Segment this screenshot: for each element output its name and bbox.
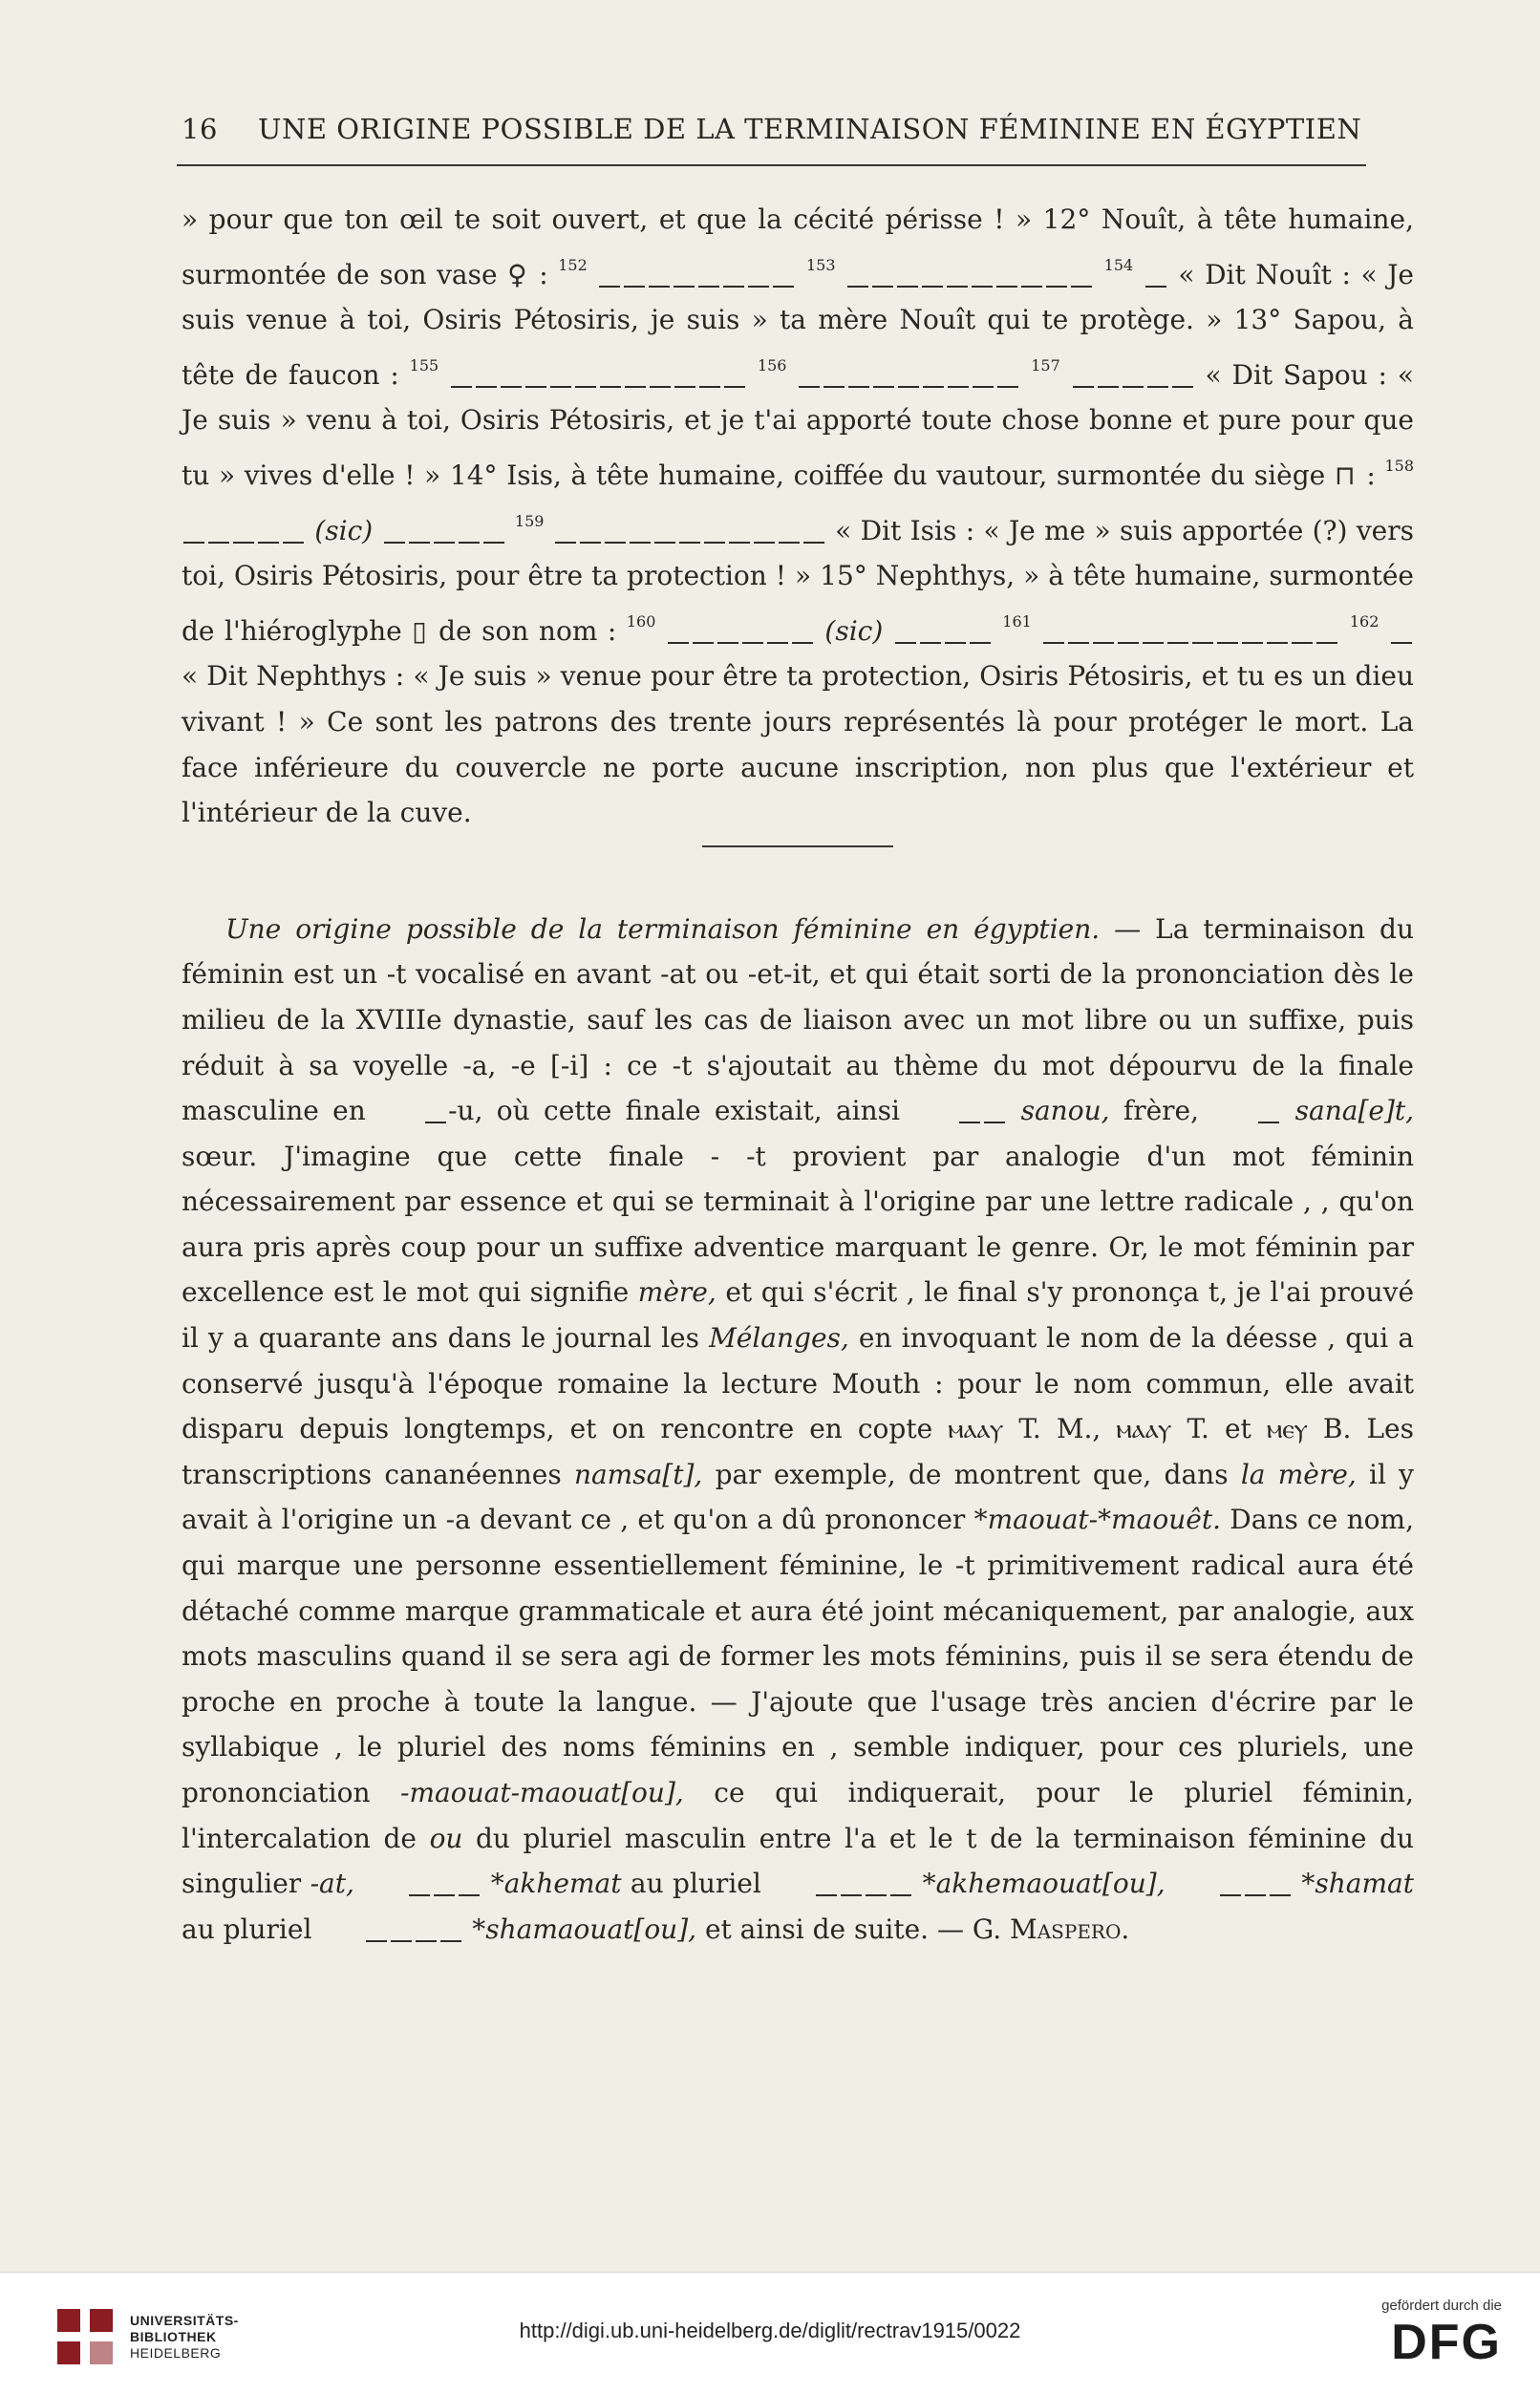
hieroglyph-vase: ♀	[507, 258, 529, 290]
hieroglyph-group	[449, 353, 747, 398]
hieroglyph-group	[597, 252, 796, 298]
page-number: 16	[182, 113, 218, 145]
author-signature: G. Maspero.	[972, 1913, 1130, 1945]
hieroglyph-group	[1041, 609, 1339, 654]
hieroglyph-group	[845, 252, 1094, 298]
article-title: Une origine possible de la terminaison féminine en égyptien.	[225, 912, 1101, 945]
section-divider	[702, 845, 893, 847]
library-name: UNIVERSITÄTS- BIBLIOTHEK HEIDELBERG	[130, 2312, 239, 2361]
body-text	[182, 197, 1414, 1952]
hieroglyph-group	[1174, 1861, 1293, 1907]
hieroglyph-group	[770, 1861, 913, 1907]
hieroglyph-group	[182, 508, 306, 554]
hieroglyph-group	[1212, 1088, 1281, 1134]
running-header	[182, 113, 1366, 145]
header-rule	[177, 164, 1366, 166]
article-paragraph: Une origine possible de la terminaison féminine en égyptien. — La terminaison du féminin est un -t vocalisé en avant -at ou -et-it, et qui était sorti de la prononciation dès le milieu de la XVIIIe dynastie, sauf les cas de liaison avec un mot libre ou un suffixe, puis réduit à sa voyelle -a, -e [-i] : ce -t s'ajoutait au thème du mot dépourvu de la finale masculine en -u, où cette finale existait, ainsi sanou, frère, sana[e]t, sœur. J'imagine que cette finale - -t provient par analogie d'un mot féminin nécessairement par essence et qui se terminait à l'origine par une lettre radicale , , qu'on aura pris après coup pour un suffixe adventice marquant le genre. Or, le mot féminin par excellence est le mot qui signifie mère, et qui s'écrit , le final s'y prononça t, je l'ai prouvé il y a quarante ans dans le journal les Mélanges, en invoquant le nom de la déesse , qui a conservé jusqu'à l'époque romaine la lecture Mouth : pour le nom commun, elle avait disparu depuis longtemps, et on rencontre en copte ⲙⲁⲁⲩ T. M., ⲙⲁⲁⲩ T. et ⲙⲉⲩ B. Les transcriptions cananéennes namsa[t], par exemple, de montrent que, dans la mère, il y avait à l'origine un -a devant ce , et qu'on a dû prononcer *maouat-*maouêt. Dans ce nom, qui marque une personne essentiellement féminine, le -t primitivement radical aura été détaché comme marque grammaticale et aura été joint mécaniquement, par analogie, aux mots masculins quand il se sera agi de former les mots féminins, puis il se sera étendu de proche en proche à toute la langue. — J'ajoute que l'usage très ancien d'écrire par le syllabique , le pluriel des noms féminins en , semble indiquer, pour ces pluriels, une prononciation -maouat-maouat[ou], ce qui indiquerait, pour le pluriel féminin, l'intercalation de ou du pluriel masculin entre l'a et le t de la terminaison féminine du singulier -at, *akhemat au pluriel *akhemaouat[ou], *shamat au pluriel *shamaouat[ou], et ainsi de suite. — G. Maspero.	[182, 907, 1414, 1953]
hieroglyph-group	[382, 508, 506, 554]
permalink-url[interactable]: http://digi.ub.uni-heidelberg.de/diglit/rectrav1915/0022	[519, 2319, 1021, 2342]
hieroglyph-seat: ⊓	[1334, 459, 1358, 491]
hieroglyph-group	[913, 1088, 1007, 1134]
hieroglyph-group	[666, 609, 815, 654]
hieroglyph-group	[363, 1861, 481, 1907]
hieroglyph-nephthys: ▯	[412, 614, 429, 647]
hieroglyph-group	[797, 353, 1020, 398]
dfg-logo[interactable]	[1381, 2298, 1502, 2370]
hieroglyph-group	[1144, 252, 1168, 298]
dfg-wordmark: DFG	[1391, 2315, 1502, 2370]
hieroglyph-group	[320, 1907, 463, 1953]
sponsor-label: gefördert durch die	[1381, 2298, 1502, 2314]
hieroglyph-group	[893, 609, 993, 654]
hieroglyph-group	[1389, 609, 1414, 654]
hieroglyph-group	[1071, 353, 1195, 398]
hieroglyph-group	[553, 508, 826, 554]
continuation-paragraph: » pour que ton œil te soit ouvert, et que la cécité périsse ! » 12° Nouît, à tête humaine, surmontée de son vase ♀ : $^{152}$ $^{153}$ $^{154}$ « Dit Nouît : « Je suis venue à toi, Osiris Pétosiris, je suis » ta mère Nouît qui te protège. » 13° Sapou, à tête de faucon : $^{155}$ $^{156}$ $^{157}$ « Dit Sapou : « Je suis » venu à toi, Osiris Pétosiris, et je t'ai apporté toute chose bonne et pure pour que tu » vives d'elle ! » 14° Isis, à tête humaine, coiffée du vautour, surmontée du siège ⊓ : $^{158}$ (sic) $^{159}$ « Dit Isis : « Je me » suis apportée (?) vers toi, Osiris Pétosiris, pour être ta protection ! » 15° Nephthys, » à tête humaine, surmontée de l'hiéroglyphe ▯ de son nom : $^{160}$ (sic) $^{161}$ $^{162}$ « Dit Nephthys : « Je suis » venue pour être ta protection, Osiris Pétosiris, et tu es un dieu vivant ! » Ce sont les patrons des trente jours représentés là pour protéger le mort. La face inférieure du couvercle ne porte aucune inscription, non plus que l'extérieur et l'intérieur de la cuve.	[182, 203, 1414, 829]
hieroglyph-quail	[379, 1088, 448, 1134]
footer-bar	[0, 2272, 1540, 2394]
running-title: UNE ORIGINE POSSIBLE DE LA TERMINAISON FÉMININE EN ÉGYPTIEN	[258, 113, 1362, 145]
